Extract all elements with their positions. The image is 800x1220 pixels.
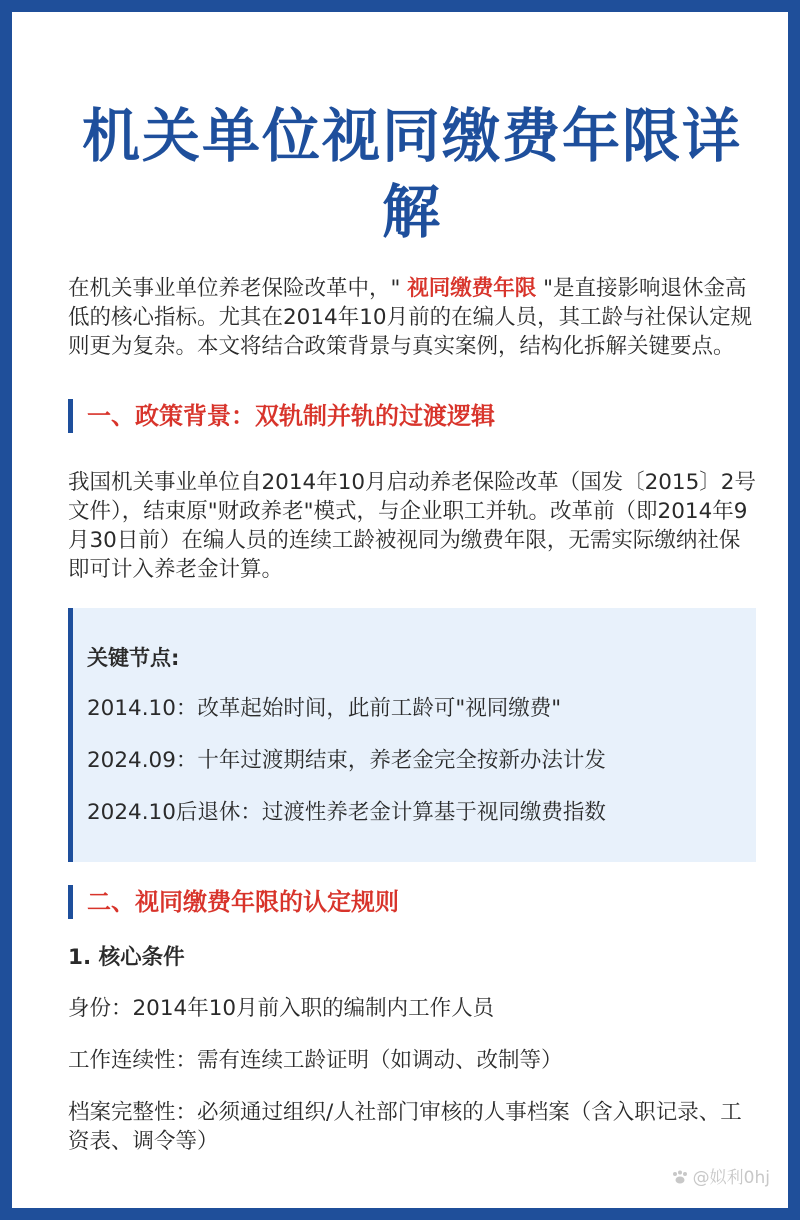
key-node-item: 2024.10后退休：过渡性养老金计算基于视同缴费指数 [87, 800, 606, 825]
section-1-paragraph: 我国机关事业单位自2014年10月启动养老保险改革（国发〔2015〕2号文件），结束原"财政养老"模式，与企业职工并轨。改革前（即2014年9月30日前）在编人员的连续工龄被视同为缴费年限，无需实际缴纳社保即可计入养老金计算。 [68, 470, 756, 582]
article-card [12, 12, 788, 1208]
section-heading-1 [68, 398, 768, 434]
title-line-2: 解 [381, 178, 442, 246]
key-node-item: 2024.09：十年过渡期结束，养老金完全按新办法计发 [87, 748, 606, 773]
key-nodes-box [68, 608, 756, 862]
section-bar [68, 885, 73, 919]
page-title [52, 98, 772, 250]
section-title: 一、政策背景：双轨制并轨的过渡逻辑 [87, 402, 495, 430]
condition-item: 档案完整性：必须通过组织/人社部门审核的人事档案（含入职记录、工资表、调令等） [68, 1100, 742, 1154]
key-nodes-title: 关键节点: [87, 646, 180, 670]
section-title: 二、视同缴费年限的认定规则 [87, 888, 399, 916]
title-line-1: 机关单位视同缴费年限详 [81, 102, 742, 170]
subsection-title: 1. 核心条件 [68, 945, 185, 970]
paw-icon [671, 1169, 689, 1183]
section-heading-2 [68, 884, 768, 920]
watermark-text: @姒利0hj [692, 1168, 770, 1188]
condition-item: 工作连续性：需有连续工龄证明（如调动、改制等） [68, 1048, 563, 1073]
intro-paragraph [68, 274, 758, 361]
intro-highlight: 视同缴费年限 [407, 276, 537, 301]
watermark [671, 1163, 770, 1188]
intro-text-before: 在机关事业单位养老保险改革中，" [68, 276, 408, 301]
section-bar [68, 399, 73, 433]
condition-item: 身份：2014年10月前入职的编制内工作人员 [68, 996, 495, 1021]
intro-text-after: "是直接影响退休金高低的核心指标。尤其在2014年10月前的在编人员，其工龄与社保认定规则更为复杂。本文将结合政策背景与真实案例，结构化拆解关键要点。 [68, 276, 753, 359]
key-node-item: 2014.10：改革起始时间，此前工龄可"视同缴费" [87, 696, 562, 721]
